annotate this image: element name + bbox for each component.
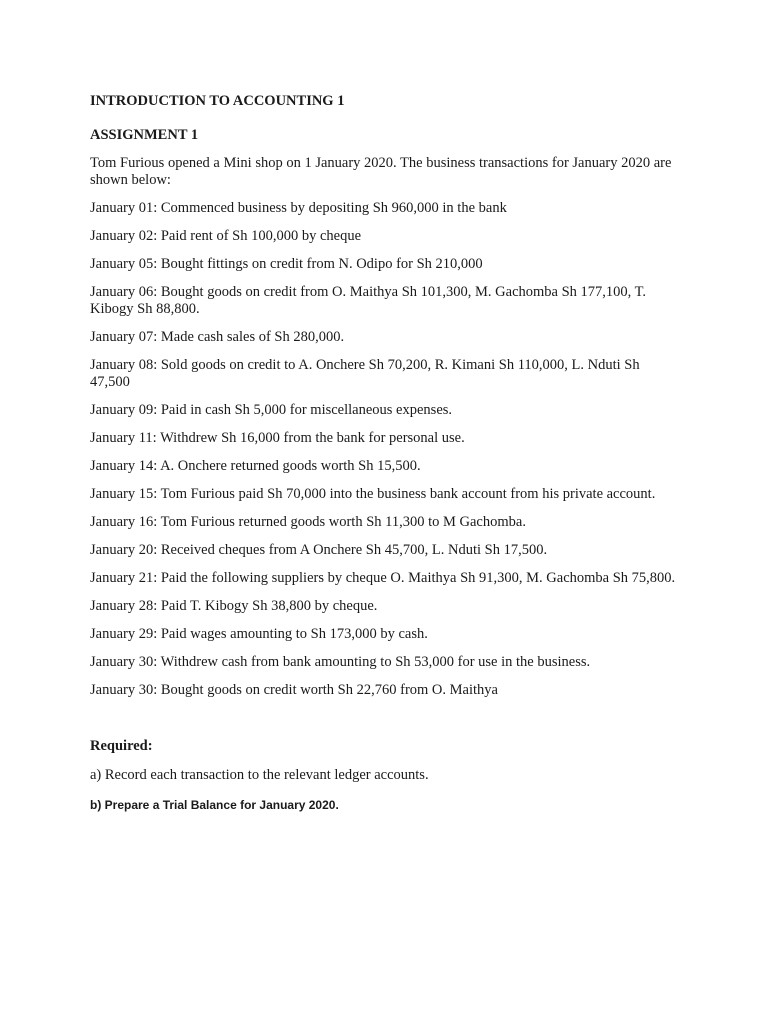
intro-paragraph: Tom Furious opened a Mini shop on 1 January 2020. The business transactions for January 2020 are shown below: <box>90 155 672 188</box>
required-section <box>90 738 682 813</box>
assignment-title: ASSIGNMENT 1 <box>90 127 199 143</box>
transaction-item: January 11: Withdrew Sh 16,000 from the bank for personal use. <box>90 430 465 446</box>
transaction-item: January 14: A. Onchere returned goods worth Sh 15,500. <box>90 458 421 474</box>
transaction-item: January 05: Bought fittings on credit from N. Odipo for Sh 210,000 <box>90 256 483 272</box>
transaction-item: January 01: Commenced business by depositing Sh 960,000 in the bank <box>90 200 507 216</box>
transaction-item: January 16: Tom Furious returned goods worth Sh 11,300 to M Gachomba. <box>90 514 526 530</box>
transaction-item: January 29: Paid wages amounting to Sh 173,000 by cash. <box>90 626 428 642</box>
transaction-item: January 06: Bought goods on credit from O. Maithya Sh 101,300, M. Gachomba Sh 177,100, T. Kibogy Sh 88,800. <box>90 284 647 317</box>
transaction-item: January 28: Paid T. Kibogy Sh 38,800 by cheque. <box>90 598 378 614</box>
transaction-list <box>90 200 682 699</box>
transaction-item: January 20: Received cheques from A Onchere Sh 45,700, L. Nduti Sh 17,500. <box>90 542 548 558</box>
transaction-item: January 09: Paid in cash Sh 5,000 for miscellaneous expenses. <box>90 402 453 418</box>
required-title: Required: <box>90 738 153 754</box>
document-page <box>90 92 682 813</box>
transaction-item: January 30: Bought goods on credit worth Sh 22,760 from O. Maithya <box>90 682 498 698</box>
transaction-item: January 15: Tom Furious paid Sh 70,000 into the business bank account from his private account. <box>90 486 656 502</box>
transaction-item: January 02: Paid rent of Sh 100,000 by cheque <box>90 228 362 244</box>
required-part-a: a) Record each transaction to the relevant ledger accounts. <box>90 767 429 783</box>
transaction-item: January 21: Paid the following suppliers by cheque O. Maithya Sh 91,300, M. Gachomba Sh 75,800. <box>90 570 676 586</box>
transaction-item: January 08: Sold goods on credit to A. Onchere Sh 70,200, R. Kimani Sh 110,000, L. Nduti Sh 47,500 <box>90 357 640 390</box>
course-title: INTRODUCTION TO ACCOUNTING 1 <box>90 93 345 109</box>
required-part-b: b) Prepare a Trial Balance for January 2020. <box>90 798 339 812</box>
transaction-item: January 07: Made cash sales of Sh 280,000. <box>90 329 345 345</box>
transaction-item: January 30: Withdrew cash from bank amounting to Sh 53,000 for use in the business. <box>90 654 591 670</box>
